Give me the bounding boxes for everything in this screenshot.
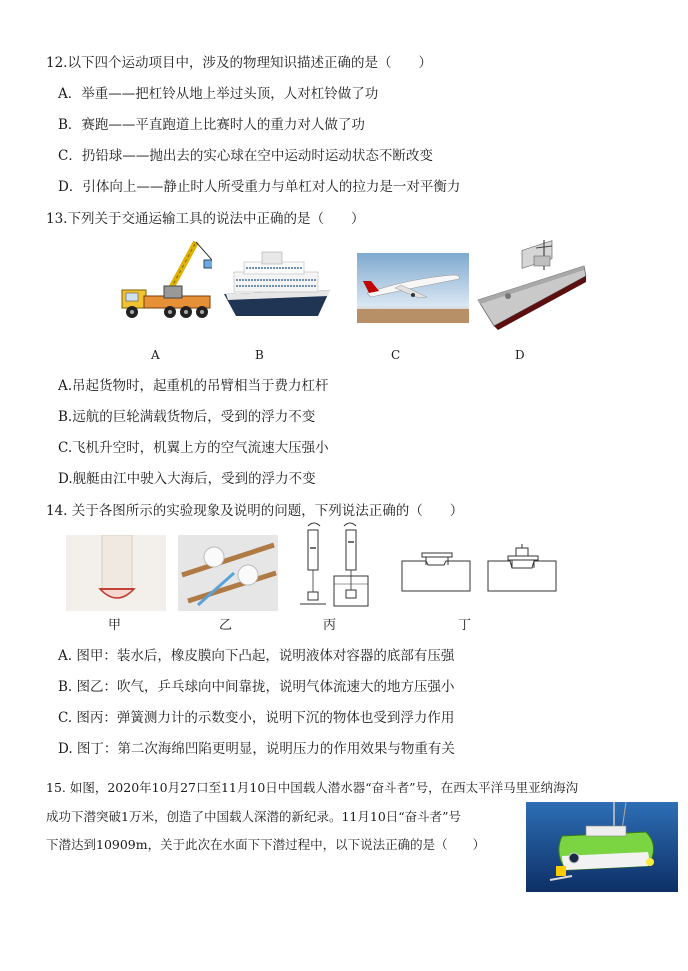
q14-stem: 14. 关于各图所示的实验现象及说明的问题，下列说法正确的（ ）: [46, 503, 464, 519]
q14-option-a: A. 图甲：装水后，橡皮膜向下凸起，说明液体对容器的底部有压强: [58, 648, 455, 664]
cruise-ship-image: [222, 250, 332, 322]
q13-figure-label-d: D: [515, 348, 525, 362]
q12-option-d: D．引体向上——静止时人所受重力与单杠对人的拉力是一对平衡力: [58, 179, 461, 195]
q13-figure-label-a: A: [151, 348, 160, 362]
q13-option-d: D.舰艇由江中驶入大海后，受到的浮力不变: [58, 471, 316, 487]
q12-option-a: A．举重——把杠铃从地上举过头顶，人对杠铃做了功: [58, 86, 379, 102]
submersible-image: [526, 802, 678, 892]
q12-option-c: C．扔铅球——抛出去的实心球在空中运动时运动状态不断改变: [58, 148, 433, 164]
q13-figure-label-c: C: [391, 348, 401, 362]
q13-stem: 13.下列关于交通运输工具的说法中正确的是（ ）: [46, 211, 365, 227]
q14-figure-label-jia: 甲: [108, 618, 122, 633]
figure-ding-image: [400, 543, 560, 593]
figure-yi-image: [178, 535, 278, 611]
q15-line-3: 下潜达到10909m，关于此次在水面下下潜过程中，以下说法正确的是（ ）: [46, 837, 486, 852]
crane-truck-image: [116, 234, 212, 320]
q13-option-b: B.远航的巨轮满载货物后，受到的浮力不变: [58, 409, 316, 425]
q15-line-2: 成功下潜突破1万米，创造了中国载人深潜的新纪录。11月10日“奋斗者”号: [46, 809, 462, 824]
q15-line-1: 15. 如图，2020年10月27口至11月10日中国载人潜水器“奋斗者”号，在西太平洋马里亚纳海沟: [46, 780, 579, 795]
q12-option-b: B．赛跑——平直跑道上比赛时人的重力对人做了功: [58, 117, 365, 133]
airplane-image: [357, 253, 469, 323]
q14-option-b: B. 图乙：吹气，乒乓球向中间靠拢，说明气体流速大的地方压强小: [58, 679, 455, 695]
q14-option-d: D. 图丁：第二次海绵凹陷更明显，说明压力的作用效果与物重有关: [58, 741, 455, 757]
q14-figure-label-ding: 丁: [458, 618, 472, 633]
q13-option-c: C.飞机升空时，机翼上方的空气流速大压强小: [58, 440, 329, 456]
figure-bing-image: [298, 520, 374, 612]
warship-image: [474, 236, 590, 332]
q13-figure-label-b: B: [255, 348, 264, 362]
q12-stem: 12.以下四个运动项目中，涉及的物理知识描述正确的是（ ）: [46, 55, 432, 71]
q14-option-c: C. 图丙：弹簧测力计的示数变小，说明下沉的物体也受到浮力作用: [58, 710, 455, 726]
q14-figure-label-bing: 丙: [323, 618, 337, 633]
figure-jia-image: [66, 535, 166, 611]
q13-option-a: A.吊起货物时，起重机的吊臂相当于费力杠杆: [58, 378, 329, 394]
q14-figure-label-yi: 乙: [219, 618, 233, 633]
